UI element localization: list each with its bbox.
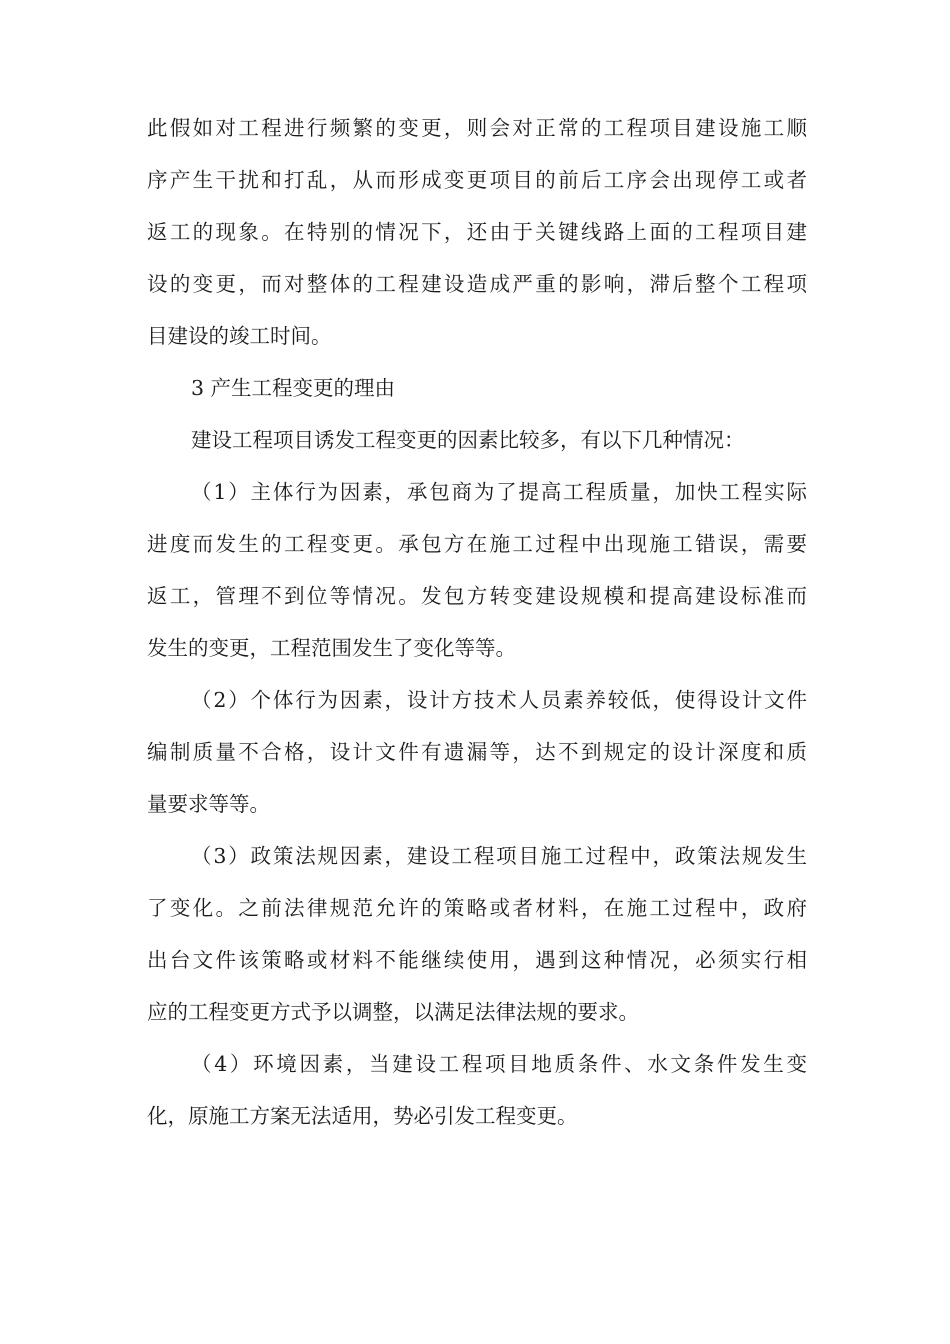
text-line: 了变化。之前法律规范允许的策略或者材料，在施工过程中，政府 <box>147 896 807 920</box>
text-line: 建设工程项目诱发工程变更的因素比较多，有以下几种情况： <box>191 428 745 452</box>
text-line: 化，原施工方案无法适用，势必引发工程变更。 <box>147 1104 578 1128</box>
text-line: 进度而发生的工程变更。承包方在施工过程中出现施工错误，需要 <box>147 532 807 556</box>
text-line: 量要求等等。 <box>147 792 270 816</box>
text-line: 此假如对工程进行频繁的变更，则会对正常的工程项目建设施工顺 <box>147 116 807 140</box>
text-line: 应的工程变更方式予以调整，以满足法律法规的要求。 <box>147 1000 639 1024</box>
text-line: 序产生干扰和打乱，从而形成变更项目的前后工序会出现停工或者 <box>147 168 807 192</box>
text-line: 设的变更，而对整体的工程建设造成严重的影响，滞后整个工程项 <box>147 272 807 296</box>
text-line: 返工，管理不到位等情况。发包方转变建设规模和提高建设标准而 <box>147 584 807 608</box>
text-line: （3）政策法规因素，建设工程项目施工过程中，政策法规发生 <box>191 844 807 868</box>
text-line: （4）环境因素，当建设工程项目地质条件、水文条件发生变 <box>191 1052 807 1076</box>
text-line: 编制质量不合格，设计文件有遗漏等，达不到规定的设计深度和质 <box>147 740 807 764</box>
text-line: 目建设的竣工时间。 <box>147 324 332 348</box>
text-line: 出台文件该策略或材料不能继续使用，遇到这种情况，必须实行相 <box>147 948 807 972</box>
text-line: （2）个体行为因素，设计方技术人员素养较低，使得设计文件 <box>191 688 807 712</box>
text-line: （1）主体行为因素，承包商为了提高工程质量，加快工程实际 <box>191 480 807 504</box>
section-heading: 3 产生工程变更的理由 <box>191 376 396 400</box>
text-line: 返工的现象。在特别的情况下，还由于关键线路上面的工程项目建 <box>147 220 807 244</box>
text-line: 发生的变更，工程范围发生了变化等等。 <box>147 636 516 660</box>
